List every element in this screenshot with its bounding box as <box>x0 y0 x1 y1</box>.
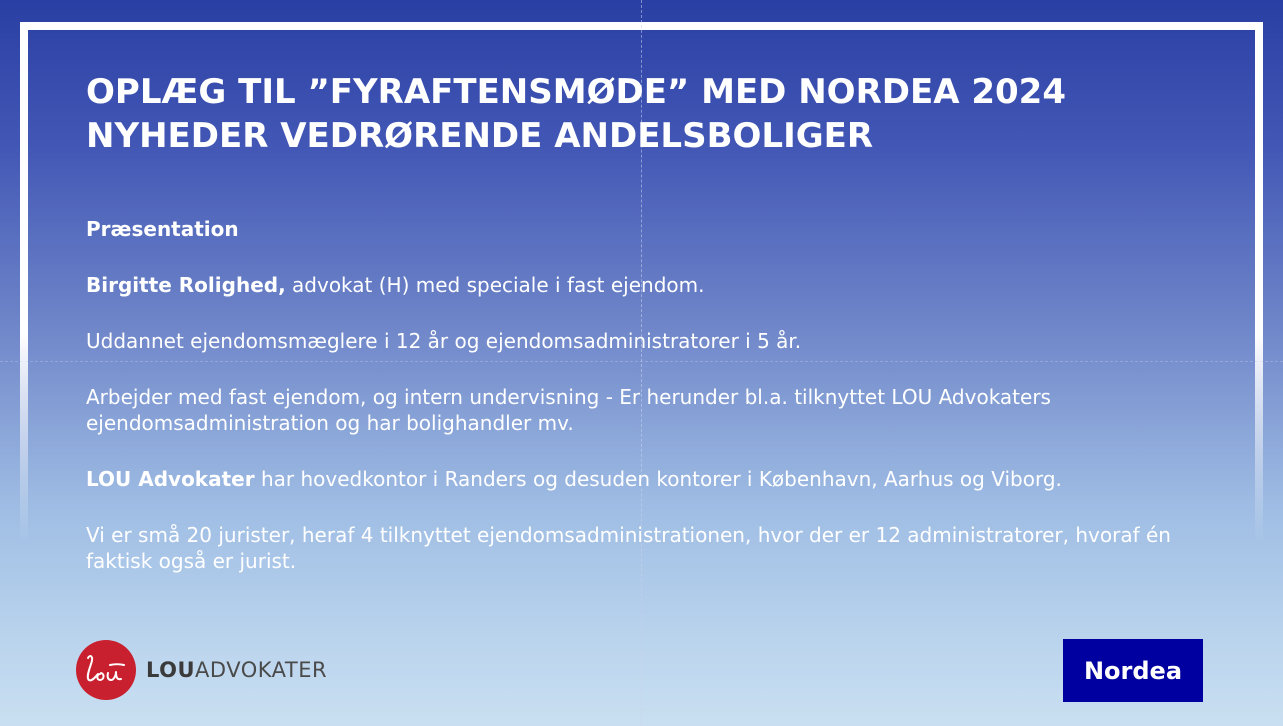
lou-wordmark-bold: LOU <box>146 658 196 682</box>
lou-wordmark-rest: ADVOKATER <box>195 658 328 682</box>
title-line-1: OPLÆG TIL ”FYRAFTENSMØDE” MED NORDEA 2024 <box>86 72 1066 112</box>
frame-left-border <box>20 22 28 542</box>
firm-description: har hovedkontor i Randers og desuden kontorer i København, Aarhus og Viborg. <box>254 467 1062 491</box>
lou-signature-icon <box>80 650 132 690</box>
paragraph-education: Uddannet ejendomsmæglere i 12 år og ejendomsadministratorer i 5 år. <box>86 329 802 353</box>
frame-right-border <box>1255 22 1263 542</box>
nordea-wordmark: Nordea <box>1083 656 1183 685</box>
presenter-description: advokat (H) med speciale i fast ejendom. <box>285 273 705 297</box>
paragraph-firm <box>86 466 1216 492</box>
paragraph-work: Arbejder med fast ejendom, og intern undervisning - Er herunder bl.a. tilknyttet LOU Advokaters ejendomsadministration og har bolighandler mv. <box>86 385 1051 435</box>
paragraph-presenter <box>86 272 1216 298</box>
presenter-name: Birgitte Rolighed, <box>86 273 286 297</box>
lou-emblem-icon <box>76 640 136 700</box>
paragraph-staff: Vi er små 20 jurister, heraf 4 tilknyttet ejendomsadministrationen, hvor der er 12 administratorer, hvoraf én faktisk også er jurist. <box>86 523 1171 573</box>
lou-wordmark <box>146 658 327 682</box>
nordea-logo <box>1063 639 1203 702</box>
title-line-2: NYHEDER VEDRØRENDE ANDELSBOLIGER <box>86 116 874 156</box>
lou-advokater-logo <box>76 640 327 700</box>
slide-title <box>86 70 1186 158</box>
firm-name: LOU Advokater <box>86 467 255 491</box>
slide-body <box>86 216 1216 604</box>
section-heading: Præsentation <box>86 217 239 241</box>
